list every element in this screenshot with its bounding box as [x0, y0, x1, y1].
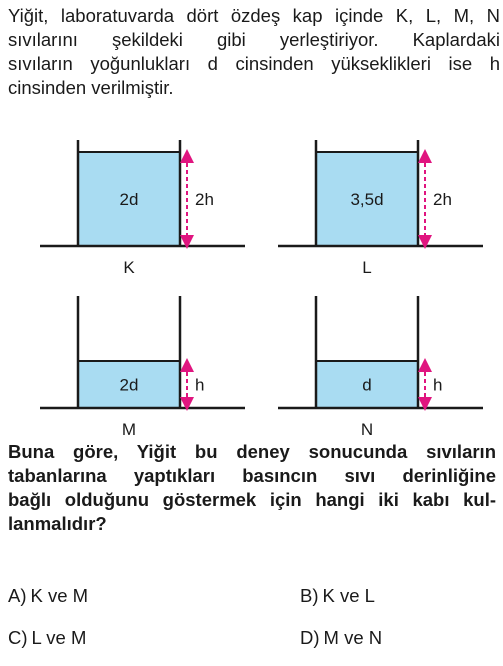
option-letter: C) [8, 627, 28, 648]
option-text: K ve L [322, 585, 375, 606]
option-d[interactable] [300, 627, 382, 649]
option-b[interactable] [300, 585, 375, 607]
option-a[interactable] [8, 585, 88, 607]
container-n [278, 296, 483, 436]
option-text: K ve M [30, 585, 89, 606]
height-label: 2h [195, 190, 214, 209]
question-line: bağlı olduğunu göstermek için hangi iki kabı kul- [8, 489, 496, 510]
height-label: h [433, 375, 443, 395]
intro-line: sıvıların yoğunlukları d cinsinden yükseklikleri ise h [8, 53, 500, 74]
option-letter: A) [8, 585, 27, 606]
option-text: M ve N [323, 627, 383, 648]
height-label: 2h [433, 190, 452, 209]
question-line: Buna göre, Yiğit bu deney sonucunda sıvıların [8, 441, 496, 462]
density-label: 2d [119, 190, 139, 209]
question-line: lanmalıdır? [8, 513, 107, 534]
container-l [278, 140, 483, 277]
option-letter: D) [300, 627, 320, 648]
density-label: 3,5d [350, 190, 384, 209]
container-m [40, 296, 245, 436]
option-c[interactable] [8, 627, 86, 649]
intro-line: cinsinden verilmiştir. [8, 77, 174, 98]
container-name: K [123, 258, 135, 277]
option-text: L ve M [31, 627, 87, 648]
container-name: L [362, 258, 372, 277]
question-text [8, 440, 496, 536]
intro-line: sıvılarını şekildeki gibi yerleştiriyor. Kaplardaki [8, 29, 500, 50]
height-label: h [195, 375, 205, 395]
container-name: N [360, 420, 374, 436]
intro-text [8, 4, 500, 100]
option-letter: B) [300, 585, 319, 606]
question-line: tabanlarına yaptıkları basıncın sıvı derinliğine [8, 465, 496, 486]
intro-line: Yiğit, laboratuvarda dört özdeş kap içinde K, L, M, N [8, 5, 500, 26]
density-label: d [362, 375, 372, 395]
containers-figure [0, 118, 503, 436]
density-label: 2d [119, 375, 139, 395]
container-k [40, 140, 245, 277]
container-name: M [121, 420, 137, 436]
